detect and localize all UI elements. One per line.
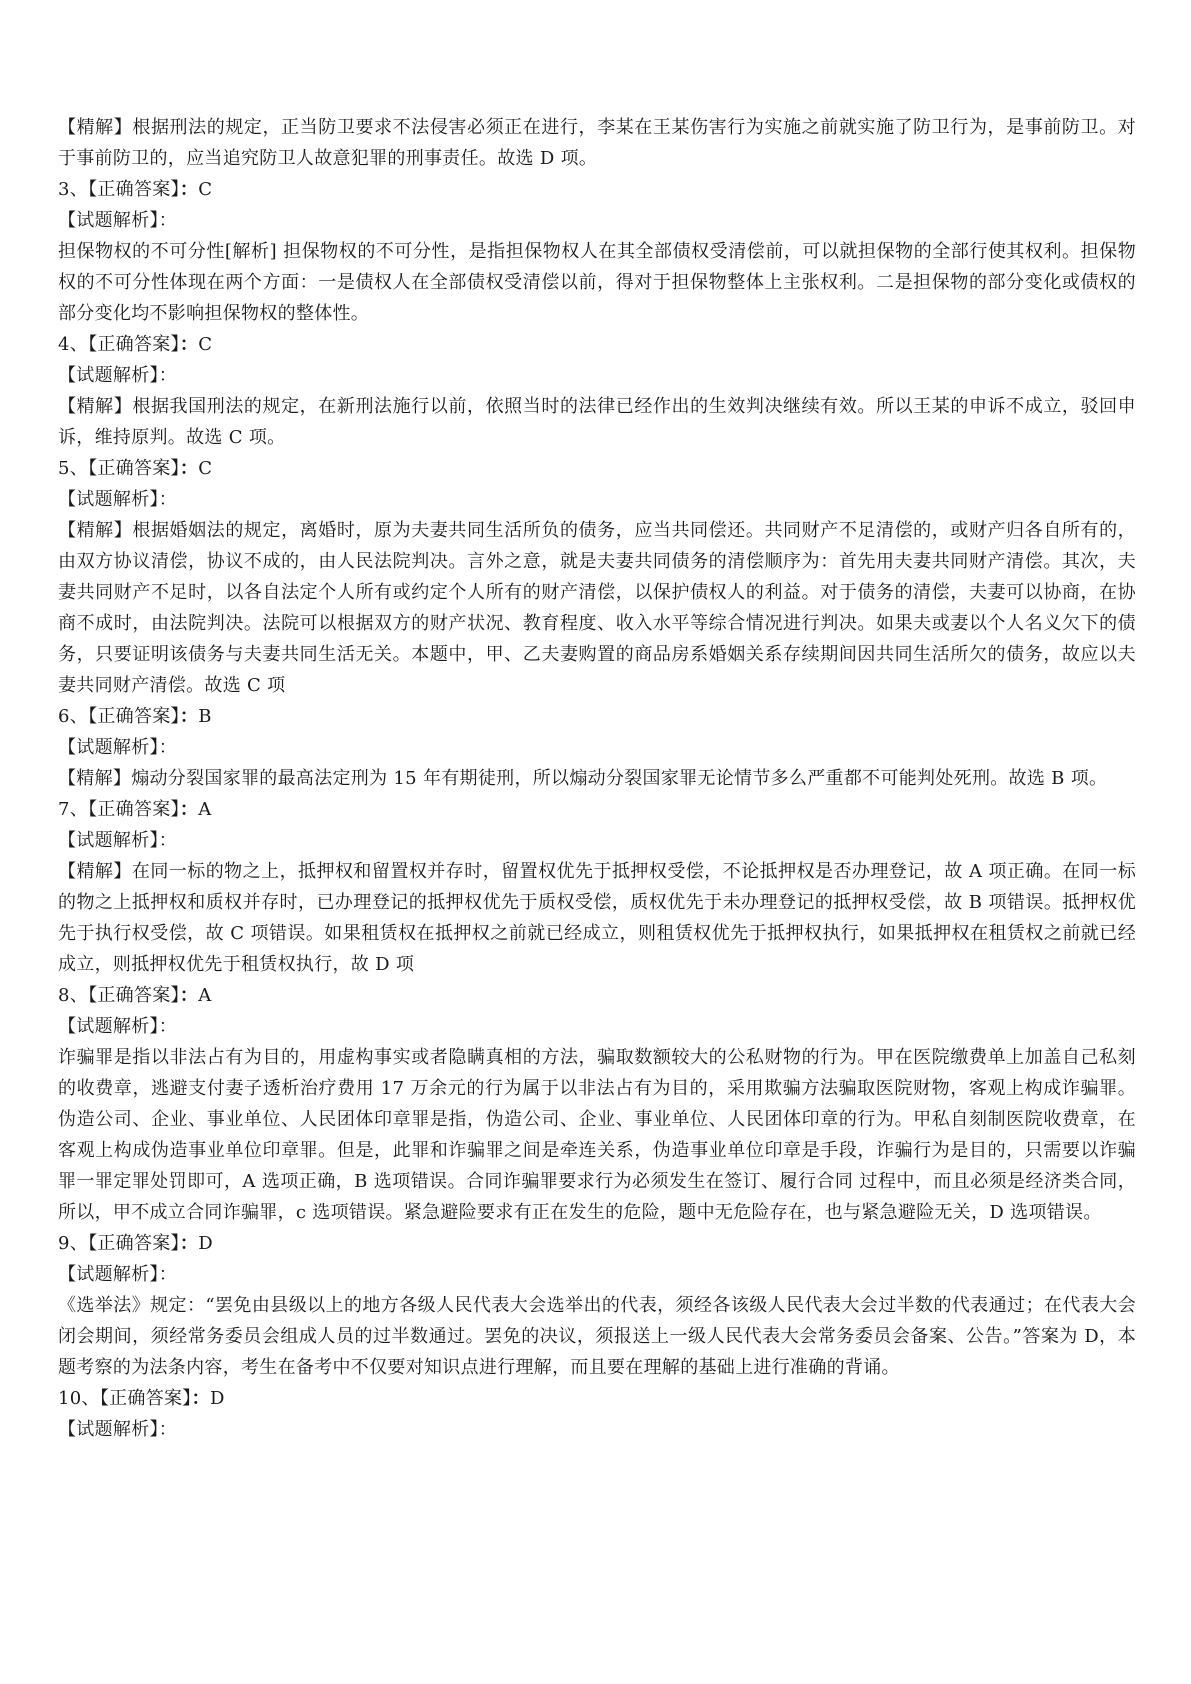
question-number: 8、 — [58, 985, 89, 1006]
analysis-heading: 【试题解析】： — [58, 1264, 178, 1285]
answer-colon: ： — [179, 985, 199, 1006]
explanation-paragraph: 【精解】根据我国刑法的规定，在新刑法施行以前，依照当时的法律已经作出的生效判决继续有效。所以王某的申诉不成立，驳回申诉，维持原判。故选 C 项。 — [58, 396, 1136, 448]
explanation-paragraph: 【精解】在同一标的物之上，抵押权和留置权并存时，留置权优先于抵押权受偿，不论抵押权是否办理登记，故 A 项正确。在同一标的物之上抵押权和质权并存时，已办理登记的抵押权优先于质权受偿，质权优先于未办理登记的抵押权受偿，故 B 项错误。抵押权优先于执行权受偿，故 C 项错误。如果租赁权在抵押权之前就已经成立，则租赁权优先于抵押权执行，如果抵押权在租赁权之前就已经成立，则抵押权优先于租赁权执行，故 D 项 — [58, 861, 1136, 975]
answer-label: 【正确答案】 — [88, 706, 180, 727]
answer-value: C — [198, 458, 213, 479]
answer-line-4 — [58, 329, 1136, 360]
answer-value: A — [198, 799, 212, 820]
answer-line-8 — [58, 980, 1136, 1011]
explanation-paragraph: 【精解】煽动分裂国家罪的最高法定刑为 15 年有期徒刑，所以煽动分裂国家罪无论情节多么严重都不可能判处死刑。故选 B 项。 — [58, 768, 1108, 789]
answer-colon: ： — [179, 799, 199, 820]
question-number: 4、 — [58, 334, 89, 355]
answer-colon: ： — [179, 179, 199, 200]
analysis-heading: 【试题解析】： — [58, 830, 178, 851]
explanation-paragraph: 【精解】根据刑法的规定，正当防卫要求不法侵害必须正在进行，李某在王某伤害行为实施之前就实施了防卫行为，是事前防卫。对于事前防卫的，应当追究防卫人故意犯罪的刑事责任。故选 D 项。 — [58, 117, 1136, 169]
explanation-paragraph: 《选举法》规定：“罢免由县级以上的地方各级人民代表大会选举出的代表，须经各该级人民代表大会过半数的代表通过；在代表大会闭会期间，须经常务委员会组成人员的过半数通过。罢免的决议，须报送上一级人民代表大会常务委员会备案、公告。”答案为 D，本题考察的为法条内容，考生在备考中不仅要对知识点进行理解，而且要在理解的基础上进行准确的背诵。 — [58, 1295, 1136, 1378]
answer-line-9 — [58, 1228, 1136, 1259]
answer-colon: ： — [179, 706, 199, 727]
answer-label: 【正确答案】 — [88, 985, 180, 1006]
answer-line-7 — [58, 794, 1136, 825]
explanation-paragraph: 【精解】根据婚姻法的规定，离婚时，原为夫妻共同生活所负的债务，应当共同偿还。共同财产不足清偿的，或财产归各自所有的，由双方协议清偿，协议不成的，由人民法院判决。言外之意，就是夫妻共同债务的清偿顺序为：首先用夫妻共同财产清偿。其次，夫妻共同财产不足时，以各自法定个人所有或约定个人所有的财产清偿，以保护债权人的利益。对于债务的清偿，夫妻可以协商，在协商不成时，由法院判决。法院可以根据双方的财产状况、教育程度、收入水平等综合情况进行判决。如果夫或妻以个人名义欠下的债务，只要证明该债务与夫妻共同生活无关。本题中，甲、乙夫妻购置的商品房系婚姻关系存续期间因共同生活所欠的债务，故应以夫妻共同财产清偿。故选 C 项 — [58, 520, 1136, 696]
analysis-heading: 【试题解析】： — [58, 489, 178, 510]
answer-label: 【正确答案】 — [88, 334, 180, 355]
analysis-heading: 【试题解析】： — [58, 1419, 178, 1440]
answer-colon: ： — [179, 334, 199, 355]
question-number: 3、 — [58, 179, 89, 200]
answer-value: D — [198, 1233, 213, 1254]
answer-value: A — [198, 985, 212, 1006]
answer-label: 【正确答案】 — [88, 458, 180, 479]
answer-value: B — [198, 706, 212, 727]
explanation-paragraph: 担保物权的不可分性[解析] 担保物权的不可分性，是指担保物权人在其全部债权受清偿前，可以就担保物的全部行使其权利。担保物权的不可分性体现在两个方面：一是债权人在全部债权受清偿以前，得对于担保物整体上主张权利。二是担保物的部分变化或债权的部分变化均不影响担保物权的整体性。 — [58, 241, 1136, 324]
answer-label: 【正确答案】 — [88, 1233, 180, 1254]
answer-value: D — [209, 1388, 225, 1409]
answer-line-3 — [58, 174, 1136, 205]
analysis-heading: 【试题解析】： — [58, 1016, 178, 1037]
question-number: 5、 — [58, 458, 89, 479]
answer-value: C — [198, 334, 213, 355]
question-number: 9、 — [58, 1233, 89, 1254]
answer-colon: ： — [179, 458, 199, 479]
answer-value: C — [198, 179, 213, 200]
answer-label: 【正确答案】 — [99, 1388, 192, 1409]
explanation-paragraph: 诈骗罪是指以非法占有为目的，用虚构事实或者隐瞒真相的方法，骗取数额较大的公私财物的行为。甲在医院缴费单上加盖自己私刻的收费章，逃避支付妻子透析治疗费用 17 万余元的行为属于以非法占有为目的，采用欺骗方法骗取医院财物，客观上构成诈骗罪。伪造公司、企业、事业单位、人民团体印章罪是指，伪造公司、企业、事业单位、人民团体印章的行为。甲私自刻制医院收费章，在客观上构成伪造事业单位印章罪。但是，此罪和诈骗罪之间是牵连关系，伪造事业单位印章是手段，诈骗行为是目的，只需要以诈骗罪一罪定罪处罚即可，A 选项正确，B 选项错误。合同诈骗罪要求行为必须发生在签订、履行合同 过程中，而且必须是经济类合同，所以，甲不成立合同诈骗罪，c 选项错误。紧急避险要求有正在发生的危险，题中无危险存在，也与紧急避险无关，D 选项错误。 — [58, 1047, 1136, 1223]
question-number: 7、 — [58, 799, 89, 820]
analysis-heading: 【试题解析】： — [58, 365, 178, 386]
question-number: 6、 — [58, 706, 89, 727]
answer-line-6 — [58, 701, 1136, 732]
question-number: 10、 — [58, 1388, 100, 1409]
answer-label: 【正确答案】 — [88, 799, 180, 820]
answer-line-5 — [58, 453, 1136, 484]
answer-line-10 — [58, 1383, 1136, 1414]
answer-colon: ： — [191, 1388, 210, 1409]
analysis-heading: 【试题解析】： — [58, 210, 178, 231]
answer-colon: ： — [179, 1233, 199, 1254]
answer-label: 【正确答案】 — [88, 179, 180, 200]
document-body — [58, 112, 1136, 1445]
analysis-heading: 【试题解析】： — [58, 737, 178, 758]
